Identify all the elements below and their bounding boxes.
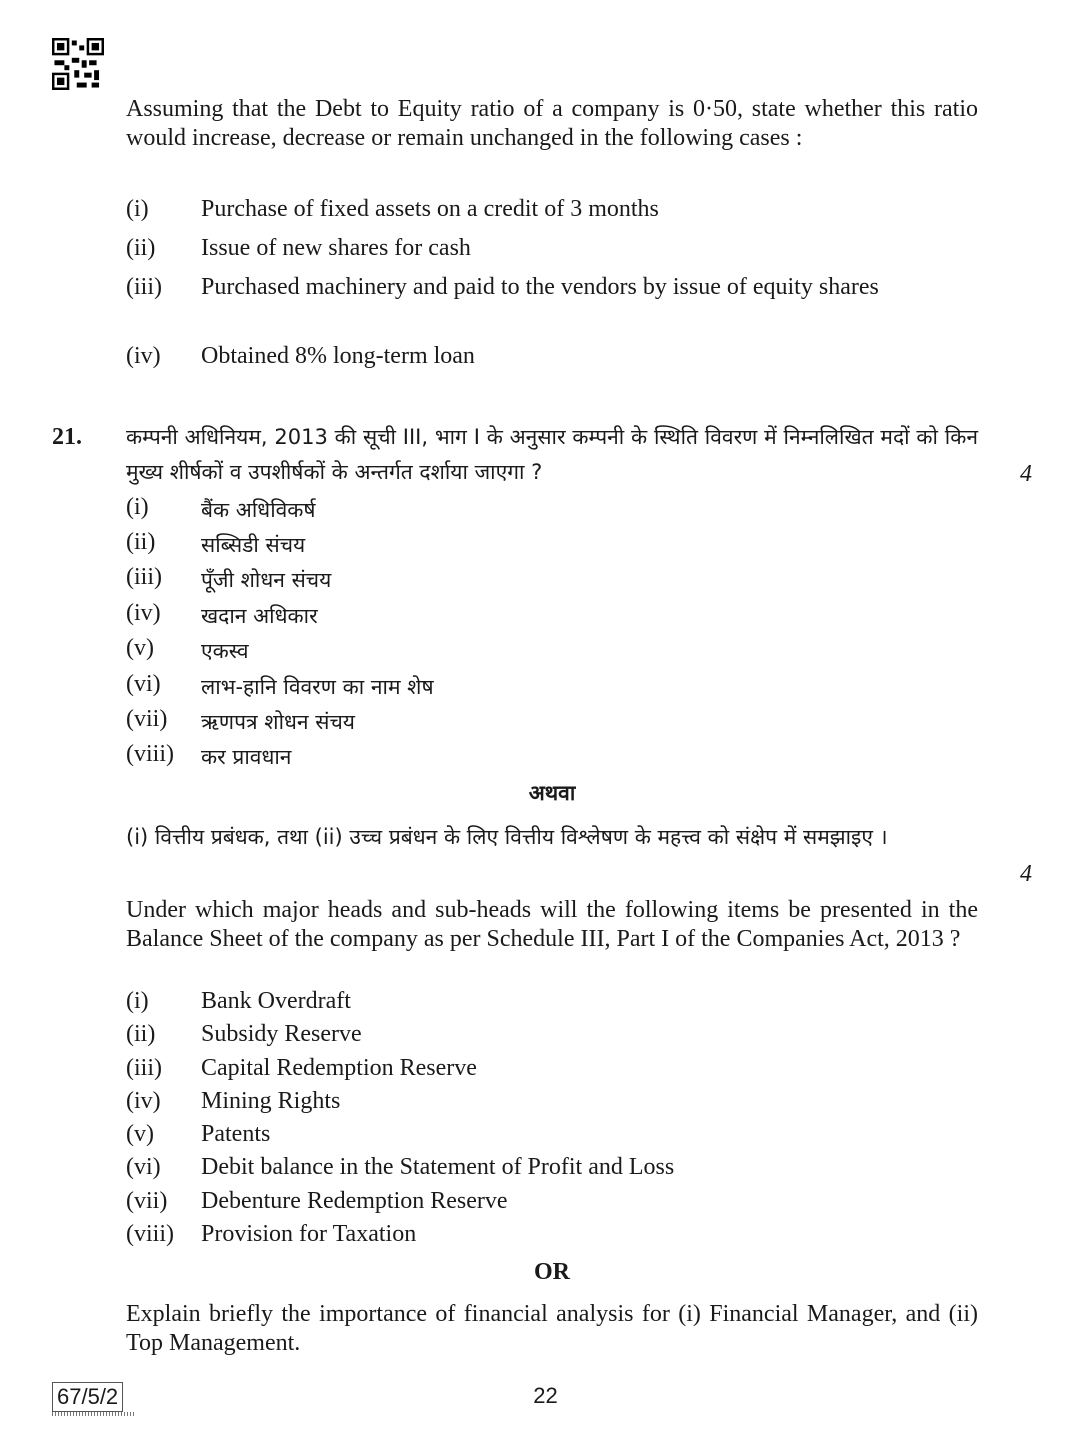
hindi-or-label: अथवा bbox=[528, 781, 576, 805]
english-question: Under which major heads and sub-heads will the following items be presented in the Balance Sheet of the company as per Schedule III, Part I of the Companies Act, 2013 ? bbox=[126, 897, 978, 952]
marks-label: 4 bbox=[1020, 861, 1032, 887]
hindi-question: कम्पनी अधिनियम, 2013 की सूची III, भाग I के अनुसार कम्पनी के स्थिति विवरण में निम्नलिखित मदों को किन मुख्य शीर्षकों व उपशीर्षकों के अन्तर्गत दर्शाया जाएगा ? bbox=[126, 425, 978, 484]
barcode-strip bbox=[52, 1412, 134, 1416]
english-or-label: OR bbox=[534, 1259, 570, 1285]
marks-label: 4 bbox=[1020, 461, 1032, 487]
intro-paragraph: Assuming that the Debt to Equity ratio of a company is 0·50, state whether this ratio would increase, decrease or remain unchanged in the following cases : bbox=[126, 96, 978, 151]
question-number: 21. bbox=[52, 424, 82, 450]
page-number: 22 bbox=[533, 1383, 558, 1408]
english-alt-question: Explain briefly the importance of financial analysis for (i) Financial Manager, and (ii) Top Management. bbox=[126, 1301, 978, 1356]
qr-code-icon bbox=[52, 38, 104, 90]
paper-code: 67/5/2 bbox=[52, 1382, 123, 1412]
hindi-alt-question: (i) वित्तीय प्रबंधक, तथा (ii) उच्च प्रबंधन के लिए वित्तीय विश्लेषण के महत्त्व को संक्षेप में समझाइए । bbox=[126, 825, 888, 849]
